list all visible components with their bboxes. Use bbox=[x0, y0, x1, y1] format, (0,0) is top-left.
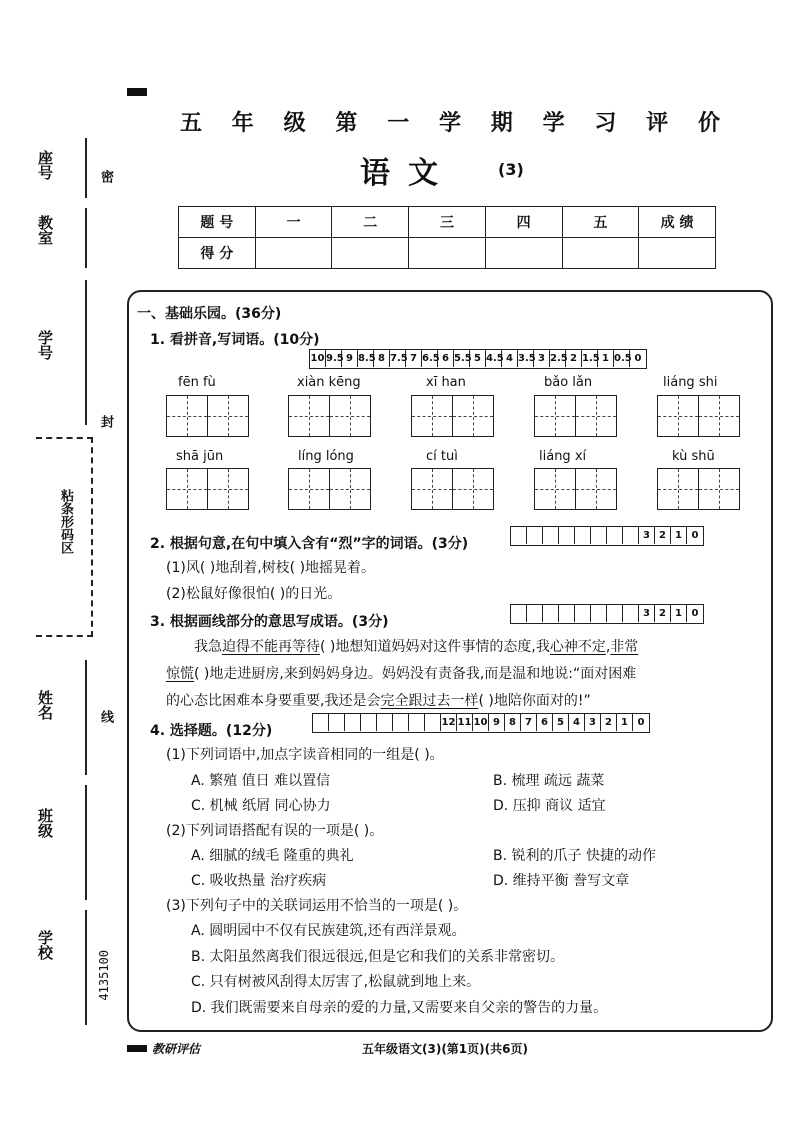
score-box[interactable]: 7 bbox=[406, 350, 422, 367]
text: 的心态比困难本身要重要,我还是会 bbox=[166, 693, 381, 709]
score-box[interactable] bbox=[425, 714, 441, 731]
answer-grid[interactable] bbox=[534, 395, 615, 437]
score-box[interactable]: 5 bbox=[553, 714, 569, 731]
grid-cell[interactable] bbox=[207, 468, 249, 510]
section-title: 一、基础乐园。(36分) bbox=[137, 306, 282, 322]
score-box[interactable]: 11 bbox=[457, 714, 473, 731]
score-box[interactable] bbox=[345, 714, 361, 731]
barcode-zone bbox=[36, 437, 93, 637]
pinyin: fēn fù bbox=[178, 375, 216, 390]
score-input-cell[interactable] bbox=[562, 238, 639, 269]
seal-mark: 密 bbox=[98, 170, 113, 183]
grid-cell[interactable] bbox=[329, 395, 371, 437]
text: 我急 bbox=[194, 639, 222, 655]
title-char: 级 bbox=[283, 111, 306, 136]
school-label: 学校 bbox=[36, 930, 54, 960]
table-cell: 得 分 bbox=[179, 238, 256, 269]
class-label: 班级 bbox=[36, 808, 54, 838]
score-box[interactable]: 7 bbox=[521, 714, 537, 731]
score-box[interactable] bbox=[559, 527, 575, 544]
score-box[interactable]: 4 bbox=[502, 350, 518, 367]
score-box[interactable]: 5.5 bbox=[454, 350, 470, 367]
seat-label: 座号 bbox=[36, 150, 54, 180]
score-box[interactable]: 1 bbox=[617, 714, 633, 731]
score-box[interactable]: 8 bbox=[505, 714, 521, 731]
score-box[interactable]: 6.5 bbox=[422, 350, 438, 367]
score-box[interactable] bbox=[329, 714, 345, 731]
strip-line bbox=[85, 208, 87, 268]
title-char: 第 bbox=[335, 111, 358, 136]
score-box[interactable]: 2 bbox=[655, 605, 671, 622]
grid-cell[interactable] bbox=[411, 468, 453, 510]
pinyin: liáng xí bbox=[539, 449, 587, 464]
grid-cell[interactable] bbox=[411, 395, 453, 437]
score-box[interactable] bbox=[543, 605, 559, 622]
title-char: 五 bbox=[180, 111, 203, 136]
underlined-phrase: 非常 bbox=[610, 639, 639, 655]
score-box[interactable] bbox=[511, 605, 527, 622]
exam-title bbox=[180, 106, 720, 137]
q3-paragraph-line-1 bbox=[194, 636, 638, 656]
score-box[interactable]: 0.5 bbox=[614, 350, 630, 367]
score-box[interactable]: 3.5 bbox=[518, 350, 534, 367]
grid-cell[interactable] bbox=[657, 468, 699, 510]
score-box[interactable] bbox=[361, 714, 377, 731]
pinyin: xiàn kēng bbox=[297, 375, 361, 390]
q4-option: B. 太阳虽然离我们很远很远,但是它和我们的关系非常密切。 bbox=[191, 949, 564, 965]
answer-grid[interactable] bbox=[166, 395, 247, 437]
footer-brand: 教研评估 bbox=[152, 1042, 201, 1056]
pinyin: liáng shi bbox=[663, 375, 718, 390]
score-box[interactable] bbox=[377, 714, 393, 731]
score-box[interactable]: 10 bbox=[310, 350, 326, 367]
score-box[interactable]: 6 bbox=[537, 714, 553, 731]
footer-page-info: 五年级语文(3)(第1页)(共6页) bbox=[362, 1042, 528, 1056]
room-label: 教室 bbox=[36, 215, 54, 245]
pinyin: kù shū bbox=[672, 449, 715, 464]
text: , bbox=[605, 639, 611, 655]
underlined-phrase: 心神不定 bbox=[549, 639, 606, 655]
score-box[interactable]: 2 bbox=[655, 527, 671, 544]
score-box[interactable]: 3 bbox=[639, 605, 655, 622]
score-box[interactable]: 9 bbox=[342, 350, 358, 367]
score-box[interactable]: 2.5 bbox=[550, 350, 566, 367]
q4-option: D. 维持平衡 誊写文章 bbox=[493, 873, 630, 889]
table-cell: 一 bbox=[255, 207, 332, 238]
score-input-cell[interactable] bbox=[485, 238, 562, 269]
grid-cell[interactable] bbox=[657, 395, 699, 437]
underlined-phrase: 惊慌 bbox=[166, 666, 194, 682]
q4-option: D. 压抑 商议 适宜 bbox=[493, 798, 606, 814]
q1-prompt: 1. 看拼音,写词语。(10分) bbox=[150, 332, 320, 348]
score-box[interactable] bbox=[527, 605, 543, 622]
q4-option: C. 只有树被风刮得太厉害了,松鼠就到地上来。 bbox=[191, 974, 481, 990]
score-box[interactable]: 5 bbox=[470, 350, 486, 367]
score-input-cell[interactable] bbox=[639, 238, 716, 269]
q2-score-bar bbox=[510, 526, 704, 546]
score-input-cell[interactable] bbox=[332, 238, 409, 269]
q4-score-bar bbox=[312, 713, 650, 733]
q4-option: A. 圆明园中不仅有民族建筑,还有西洋景观。 bbox=[191, 923, 466, 939]
q4-option: B. 梳理 疏远 蔬菜 bbox=[493, 773, 605, 789]
title-char: 学 bbox=[542, 111, 565, 136]
corner-mark bbox=[127, 88, 147, 96]
q4-option: A. 细腻的绒毛 隆重的典礼 bbox=[191, 848, 354, 864]
pinyin: cí tuì bbox=[426, 449, 458, 464]
answer-grid[interactable] bbox=[288, 468, 369, 510]
score-box[interactable]: 9.5 bbox=[326, 350, 342, 367]
score-box[interactable]: 8 bbox=[374, 350, 390, 367]
score-box[interactable]: 2 bbox=[566, 350, 582, 367]
score-box[interactable]: 0 bbox=[637, 717, 645, 728]
score-box[interactable]: 2 bbox=[601, 714, 617, 731]
strip-line bbox=[85, 138, 87, 198]
grid-cell[interactable] bbox=[452, 395, 494, 437]
seal-mark: 线 bbox=[98, 710, 113, 723]
grid-cell[interactable] bbox=[166, 395, 208, 437]
pinyin: xī han bbox=[426, 375, 466, 390]
q3-paragraph-line-2 bbox=[166, 663, 636, 683]
text: ( )地想知道妈妈对这件事情的态度,我 bbox=[320, 639, 550, 655]
subject-number: (3) bbox=[498, 160, 524, 179]
pinyin: bǎo lǎn bbox=[544, 375, 593, 390]
strip-line bbox=[85, 785, 87, 900]
answer-grid[interactable] bbox=[534, 468, 615, 510]
score-box[interactable] bbox=[575, 527, 591, 544]
answer-grid[interactable] bbox=[411, 468, 492, 510]
grid-cell[interactable] bbox=[329, 468, 371, 510]
grid-cell[interactable] bbox=[534, 395, 576, 437]
table-cell: 成 绩 bbox=[639, 207, 716, 238]
q1-score-bar bbox=[309, 349, 647, 369]
answer-grid[interactable] bbox=[411, 395, 492, 437]
grid-cell[interactable] bbox=[166, 468, 208, 510]
q3-paragraph-line-3 bbox=[166, 690, 591, 710]
answer-grid[interactable] bbox=[657, 395, 738, 437]
score-box[interactable] bbox=[527, 527, 543, 544]
pinyin: líng lóng bbox=[298, 449, 354, 464]
grid-cell[interactable] bbox=[288, 395, 330, 437]
q4-option: C. 吸收热量 治疗疾病 bbox=[191, 873, 327, 889]
score-box[interactable] bbox=[623, 605, 639, 622]
score-box[interactable]: 3 bbox=[534, 350, 550, 367]
score-box[interactable] bbox=[511, 527, 527, 544]
score-box[interactable]: 6 bbox=[438, 350, 454, 367]
name-label: 姓名 bbox=[36, 690, 54, 720]
underlined-phrase: 迫得不能再等待 bbox=[222, 639, 320, 655]
pinyin: shā jūn bbox=[176, 449, 224, 464]
q4-sub-1: (1)下列词语中,加点字读音相同的一组是( )。 bbox=[166, 747, 444, 763]
grid-cell[interactable] bbox=[575, 395, 617, 437]
score-box[interactable]: 1 bbox=[671, 605, 687, 622]
q4-option: D. 我们既需要来自母亲的爱的力量,又需要来自父亲的警告的力量。 bbox=[191, 1000, 608, 1016]
score-box[interactable] bbox=[591, 527, 607, 544]
answer-grid[interactable] bbox=[657, 468, 738, 510]
footer-mark bbox=[127, 1045, 147, 1052]
grid-cell[interactable] bbox=[534, 468, 576, 510]
score-box[interactable]: 3 bbox=[639, 527, 655, 544]
q4-sub-3: (3)下列句子中的关联词运用不恰当的一项是( )。 bbox=[166, 898, 468, 914]
q4-option: A. 繁殖 值日 难以置信 bbox=[191, 773, 331, 789]
q4-prompt: 4. 选择题。(12分) bbox=[150, 723, 273, 739]
score-box[interactable] bbox=[623, 527, 639, 544]
score-table-header-row bbox=[179, 207, 716, 238]
score-box[interactable]: 8.5 bbox=[358, 350, 374, 367]
serial-number: 4135100 bbox=[97, 950, 111, 1001]
q3-score-bar bbox=[510, 604, 704, 624]
table-cell: 题 号 bbox=[179, 207, 256, 238]
score-box[interactable]: 1.5 bbox=[582, 350, 598, 367]
score-box[interactable] bbox=[591, 605, 607, 622]
subject-title: 语文 bbox=[360, 156, 456, 191]
table-cell: 三 bbox=[409, 207, 486, 238]
score-box[interactable]: 4.5 bbox=[486, 350, 502, 367]
text: ( )地走进厨房,来到妈妈身边。妈妈没有责备我,而是温和地说:“面对困难 bbox=[194, 666, 637, 682]
table-cell: 二 bbox=[332, 207, 409, 238]
title-char: 年 bbox=[231, 111, 254, 136]
q2-line-2: (2)松鼠好像很怕( )的日光。 bbox=[166, 586, 342, 602]
score-box[interactable]: 12 bbox=[441, 714, 457, 731]
table-cell: 五 bbox=[562, 207, 639, 238]
score-box[interactable] bbox=[607, 527, 623, 544]
q2-line-1: (1)风( )地刮着,树枝( )地摇晃着。 bbox=[166, 560, 376, 576]
score-box[interactable] bbox=[393, 714, 409, 731]
score-box[interactable]: 9 bbox=[489, 714, 505, 731]
score-box[interactable] bbox=[607, 605, 623, 622]
score-box[interactable]: 1 bbox=[598, 350, 614, 367]
grid-cell[interactable] bbox=[452, 468, 494, 510]
score-box[interactable]: 0 bbox=[691, 530, 699, 541]
title-char: 一 bbox=[387, 111, 410, 136]
title-char: 学 bbox=[438, 111, 461, 136]
score-box[interactable] bbox=[543, 527, 559, 544]
q4-option: B. 锐利的爪子 快捷的动作 bbox=[493, 848, 656, 864]
score-box[interactable] bbox=[409, 714, 425, 731]
seal-mark: 封 bbox=[98, 415, 113, 428]
q4-option: C. 机械 纸屑 同心协力 bbox=[191, 798, 331, 814]
answer-grid[interactable] bbox=[288, 395, 369, 437]
title-char: 价 bbox=[697, 111, 720, 136]
score-table bbox=[178, 206, 716, 269]
grid-cell[interactable] bbox=[698, 395, 740, 437]
barcode-zone-label: 粘条形码区 bbox=[58, 489, 73, 554]
score-box[interactable]: 0 bbox=[691, 608, 699, 619]
q3-prompt: 3. 根据画线部分的意思写成语。(3分) bbox=[150, 614, 389, 630]
score-box[interactable]: 1 bbox=[671, 527, 687, 544]
score-box[interactable]: 3 bbox=[585, 714, 601, 731]
q4-sub-2: (2)下列词语搭配有误的一项是( )。 bbox=[166, 823, 384, 839]
grid-cell[interactable] bbox=[207, 395, 249, 437]
score-box[interactable]: 4 bbox=[569, 714, 585, 731]
grid-cell[interactable] bbox=[698, 468, 740, 510]
strip-line bbox=[85, 660, 87, 775]
grid-cell[interactable] bbox=[575, 468, 617, 510]
score-input-cell[interactable] bbox=[409, 238, 486, 269]
strip-line bbox=[85, 280, 87, 425]
table-cell: 四 bbox=[485, 207, 562, 238]
q2-prompt: 2. 根据句意,在句中填入含有“烈”字的词语。(3分) bbox=[150, 536, 469, 552]
score-input-cell[interactable] bbox=[255, 238, 332, 269]
title-char: 习 bbox=[594, 111, 617, 136]
score-box[interactable]: 10 bbox=[473, 714, 489, 731]
student-id-label: 学号 bbox=[36, 330, 54, 360]
strip-line bbox=[85, 910, 87, 1025]
score-box[interactable]: 0 bbox=[634, 353, 642, 364]
score-box[interactable] bbox=[575, 605, 591, 622]
score-table-score-row bbox=[179, 238, 716, 269]
title-char: 评 bbox=[646, 111, 669, 136]
text: ( )地陪你面对的!” bbox=[478, 693, 591, 709]
score-box[interactable] bbox=[313, 714, 329, 731]
score-box[interactable]: 7.5 bbox=[390, 350, 406, 367]
title-char: 期 bbox=[490, 111, 513, 136]
answer-grid[interactable] bbox=[166, 468, 247, 510]
grid-cell[interactable] bbox=[288, 468, 330, 510]
underlined-phrase: 完全跟过去一样 bbox=[380, 693, 479, 709]
score-box[interactable] bbox=[559, 605, 575, 622]
